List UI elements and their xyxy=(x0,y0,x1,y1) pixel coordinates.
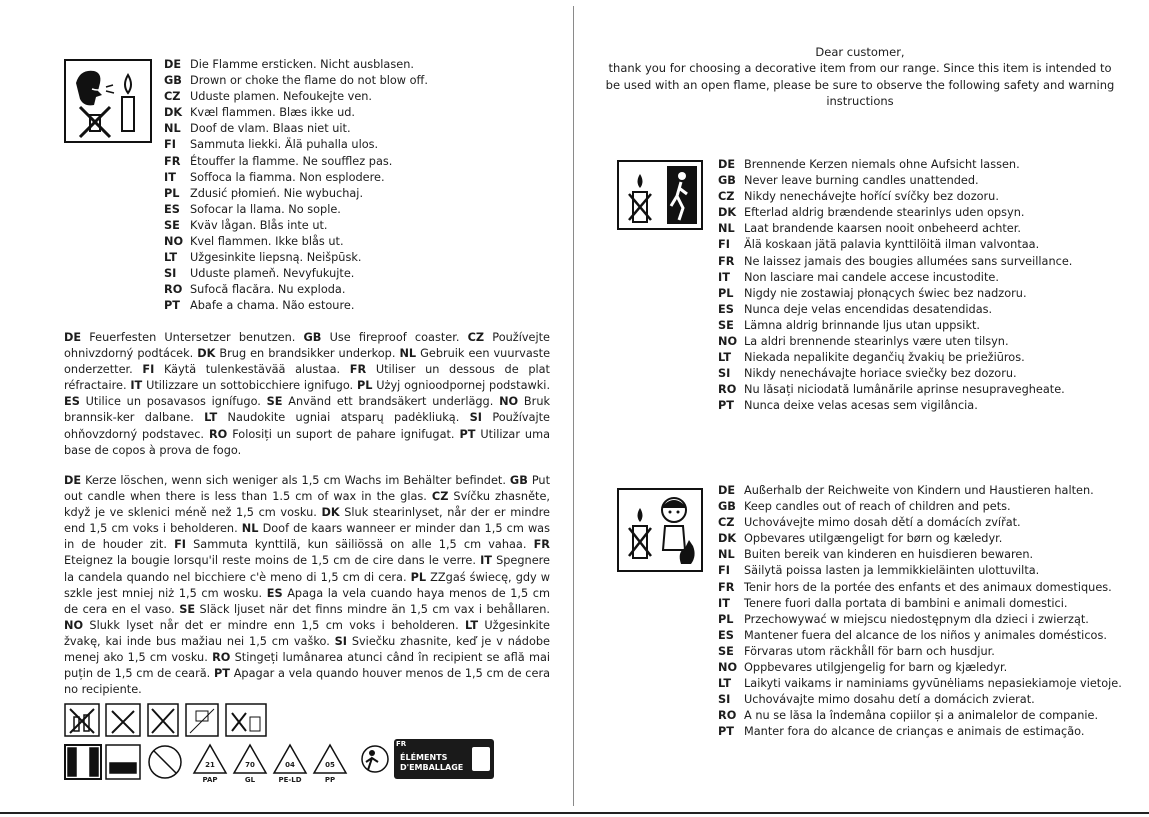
wax-level-paragraph: DE Kerze löschen, wenn sich weniger als 1,5 cm Wachs im Behälter befindet. GB Put out candle when there is less than 1.5 cm of wax in the glas. CZ Svíčku zhasněte, když je ve sklenici méně než 1,5 cm vosku. DK Sluk stearinlyset, når der er mindre end 1,5 cm voks i beholderen. NL Doof de kaars wanneer er minder dan 1,5 cm was in de houder zit. FI Sammuta kynttilä, kun säiliössä on alle 1,5 cm vahaa. FR Eteignez la bougie lorsqu'il reste moins de 1,5 cm de cire dans le verre. IT Spegnere la candela quando nel bicchiere c'è meno di 1,5 cm di cera. PL ZZgaś świecę, gdy w szkle jest mniej niż 1,5 cm wosku. ES Apaga la vela cuando haya menos de 1,5 cm de cera en el vaso. SE Släck ljuset när det finns mindre än 1,5 cm vax i behållaren. NO Slukk lyset når det er mindre enn 1,5 cm voks i beholderen. LT Užgesinkite žvakę, kai inde bus mažiau nei 1,5 cm vaško. SI Sviečku zhasnite, keď je v nádobe menej ako 1,5 cm vosku. RO Stingeți lumânarea atunci când în recipient se află mai puțin de 1,5 cm de ceară. PT Apagar a vela quando houver menos de 1,5 cm de cera no recipiente. xyxy=(64,474,551,697)
packaging-badge xyxy=(394,739,494,779)
recycling-label: GL xyxy=(244,776,256,784)
list-item: PT Nunca deixe velas acesas sem vigilância. xyxy=(718,399,978,413)
list-item: GB Never leave burning candles unattended. xyxy=(718,174,979,188)
list-item: DK Efterlad aldrig brændende stearinlys uden opsyn. xyxy=(718,206,1025,220)
no-blowing-icon xyxy=(106,704,140,736)
recycling-number: 21 xyxy=(205,761,215,769)
recycling-label: PP xyxy=(324,776,336,784)
list-item: FR Ne laissez jamais des bougies allumées sans surveillance. xyxy=(718,254,1073,268)
list-item: NO Kvel flammen. Ikke blås ut. xyxy=(164,235,344,249)
page-divider xyxy=(573,6,574,806)
recycling-label: PE-LD xyxy=(278,776,302,784)
list-item: NL Laat brandende kaarsen nooit onbeheerd achter. xyxy=(718,222,1021,236)
list-item: CZ Nikdy nenechávejte hořící svíčky bez dozoru. xyxy=(718,190,999,204)
list-item: CZ Uduste plamen. Nefoukejte ven. xyxy=(164,90,373,104)
badge-line1: ÉLÉMENTS xyxy=(400,753,448,762)
list-item: CZ Uchovávejte mimo dosah dětí a domácích zvířat. xyxy=(718,516,1021,530)
keep-away-children-pets-icon xyxy=(617,488,703,572)
list-item: ES Sofocar la llama. No sople. xyxy=(164,202,341,216)
flame-instructions-list xyxy=(164,57,428,315)
recycling-number: 70 xyxy=(245,761,255,769)
list-item: PT Manter fora do alcance de crianças e animais de estimação. xyxy=(718,725,1085,739)
bin-icon xyxy=(472,747,490,771)
greeting: Dear customer, xyxy=(815,45,905,59)
list-item: NO Oppbevares utilgjengelig for barn og kjæledyr. xyxy=(718,661,1008,675)
list-item: PL Nigdy nie zostawiaj płonących świec bez nadzoru. xyxy=(718,286,1027,300)
list-item: RO Sufocă flacăra. Nu exploda. xyxy=(164,283,346,297)
triman-icon xyxy=(360,744,390,774)
intro-text xyxy=(600,44,1120,109)
list-item: LT Niekada nepalikite degančių žvakių be priežiūros. xyxy=(718,351,1025,365)
list-item: FI Säilytä poissa lasten ja lemmikkieläinten ulottuvilta. xyxy=(718,564,1040,578)
recycling-number: 05 xyxy=(325,761,335,769)
list-item: PT Abafe a chama. Não estoure. xyxy=(164,299,355,313)
list-item: SE Kväv lågan. Blås inte ut. xyxy=(164,218,328,232)
intro-body: thank you for choosing a decorative item from our range. Since this item is intended to be used with an open flame, please be sure to observe the following safety and warning instructions xyxy=(605,61,1115,108)
list-item: ES Mantener fuera del alcance de los niños y animales domésticos. xyxy=(718,628,1107,642)
children-pets-instructions-list xyxy=(718,483,1122,741)
list-item: SI Nikdy nenechávajte horiace sviečky bez dozoru. xyxy=(718,367,1017,381)
badge-line2: D'EMBALLAGE xyxy=(400,763,464,772)
list-item: IT Tenere fuori dalla portata di bambini e animali domestici. xyxy=(718,596,1068,610)
list-item: DE Brennende Kerzen niemals ohne Aufsicht lassen. xyxy=(718,158,1020,171)
list-item: IT Soffoca la fiamma. Non esplodere. xyxy=(164,170,385,184)
list-item: PL Przechowywać w miejscu niedostępnym dla dzieci i zwierząt. xyxy=(718,612,1089,626)
list-item: NL Doof de vlam. Blaas niet uit. xyxy=(164,122,351,136)
list-item: DE Außerhalb der Reichweite von Kindern und Haustieren halten. xyxy=(718,484,1094,497)
recycling-number: 04 xyxy=(285,761,295,769)
list-item: DK Kvæl flammen. Blæs ikke ud. xyxy=(164,106,355,120)
list-item: FR Étouffer la flamme. Ne soufflez pas. xyxy=(164,154,393,168)
list-item: LT Užgesinkite liepsną. Neišpūsk. xyxy=(164,251,362,265)
list-item: PL Zdusić płomień. Nie wybuchaj. xyxy=(164,186,364,200)
list-item: SI Uchovávajte mimo dosahu detí a domácich zvierat. xyxy=(718,693,1035,707)
list-item: GB Keep candles out of reach of children and pets. xyxy=(718,500,1011,514)
unattended-instructions-list xyxy=(718,157,1072,415)
blow-out-prohibited-icon xyxy=(64,59,152,143)
list-item: ES Nunca deje velas encendidas desatendidas. xyxy=(718,302,993,316)
list-item: FR Tenir hors de la portée des enfants et des animaux domestiques. xyxy=(718,580,1112,594)
list-item: SI Uduste plameň. Nevyfukujte. xyxy=(164,267,355,281)
list-item: DK Opbevares utilgængeligt for børn og kæledyr. xyxy=(718,532,1003,546)
list-item: LT Laikyti vaikams ir naminiams gyvūnėliams nepasiekiamoje vietoje. xyxy=(718,677,1122,691)
coaster-paragraph: DE Feuerfesten Untersetzer benutzen. GB Use fireproof coaster. CZ Používejte ohnivzdorný podtácek. DK Brug en brandsikker underkop. NL Gebruik een vuurvaste onderzetter. FI Käytä tulenkestävää alustaa. FR Utiliser un dessous de plat réfractaire. IT Utilizzare un sottobicchiere ignifugo. PL Użyj ognioodpornej podstawki. ES Utilice un posavasos ignífugo. SE Använd ett brandsäkert underlägg. NO Bruk brannsik-ker dalbane. LT Naudokite ugniai atsparų padėkliuką. SI Používajte ohňovzdorný podstavec. RO Folosiți un suport de pahare ignifugat. PT Utilizar uma base de copos à prova de fogo. xyxy=(64,331,551,457)
recycling-label: PAP xyxy=(202,776,218,784)
no-heat-source-icon xyxy=(186,704,218,736)
list-item: FI Älä koskaan jätä palavia kynttilöitä ilman valvontaa. xyxy=(718,238,1040,252)
list-item: SE Förvaras utom räckhåll för barn och husdjur. xyxy=(718,644,995,658)
list-item: DE Die Flamme ersticken. Nicht ausblasen. xyxy=(164,58,414,71)
list-item: GB Drown or choke the flame do not blow off. xyxy=(164,74,428,88)
list-item: NO La aldri brennende stearinlys være uten tilsyn. xyxy=(718,335,1009,349)
list-item: RO Nu lăsați niciodată lumânările aprinse nesupravegheate. xyxy=(718,383,1065,397)
bottom-border xyxy=(0,812,1149,814)
badge-country: FR xyxy=(396,740,407,748)
list-item: FI Sammuta liekki. Älä puhalla ulos. xyxy=(164,138,379,152)
list-item: SE Lämna aldrig brinnande ljus utan uppsikt. xyxy=(718,318,981,332)
list-item: NL Buiten bereik van kinderen en huisdieren bewaren. xyxy=(718,548,1034,562)
list-item: RO A nu se lăsa la îndemâna copiilor și a animalelor de companie. xyxy=(718,709,1099,723)
no-furniture-icon xyxy=(106,745,140,779)
unattended-candle-icon xyxy=(617,160,703,230)
list-item: IT Non lasciare mai candele accese incustodite. xyxy=(718,270,999,284)
